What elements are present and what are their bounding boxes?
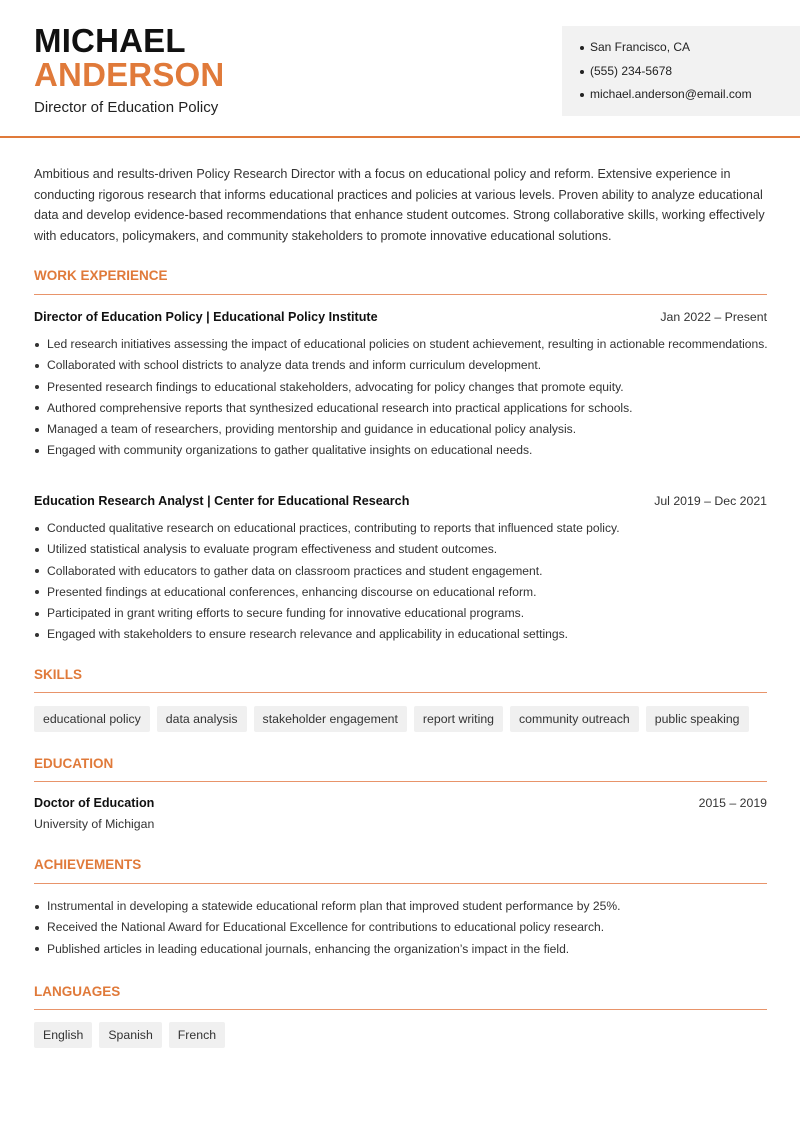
contact-location: San Francisco, CA (580, 40, 800, 64)
achievement-bullets (34, 898, 774, 962)
skill-tag: community outreach (510, 706, 639, 732)
list-item: Conducted qualitative research on educational practices, contributing to reports that influenced state policy. (34, 520, 774, 536)
list-item: Instrumental in developing a statewide educational reform plan that improved student performance by 25%. (34, 898, 774, 914)
section-title-skills: SKILLS (34, 667, 83, 682)
contact-box (562, 26, 800, 116)
section-divider (34, 781, 767, 782)
section-title-languages: LANGUAGES (34, 984, 121, 999)
list-item: Managed a team of researchers, providing mentorship and guidance in educational policy analysis. (34, 421, 774, 437)
job-bullets (34, 336, 774, 464)
list-item: Received the National Award for Educational Excellence for contributions to educational policy research. (34, 919, 774, 935)
skill-tag: report writing (414, 706, 503, 732)
first-name: MICHAEL (34, 22, 186, 59)
section-divider (34, 294, 767, 295)
language-tag: English (34, 1022, 92, 1048)
contact-email[interactable]: michael.anderson@email.com (580, 87, 800, 111)
list-item: Presented findings at educational conferences, enhancing discourse on educational reform. (34, 584, 774, 600)
job-heading: Director of Education Policy | Educational Policy Institute (34, 310, 378, 324)
language-tags (34, 1022, 225, 1048)
skill-tag: public speaking (646, 706, 749, 732)
section-divider (34, 1009, 767, 1010)
education-degree: Doctor of Education (34, 796, 155, 810)
job-dates: Jan 2022 – Present (660, 310, 767, 324)
list-item: Participated in grant writing efforts to secure funding for innovative educational programs. (34, 605, 774, 621)
list-item: Engaged with community organizations to gather qualitative insights on educational needs. (34, 442, 774, 458)
education-dates: 2015 – 2019 (698, 796, 767, 810)
contact-phone: (555) 234-5678 (580, 64, 800, 88)
skills-tags (34, 706, 749, 732)
list-item: Published articles in leading educational journals, enhancing the organization’s impact in the field. (34, 941, 774, 957)
list-item: Led research initiatives assessing the impact of educational policies on student achievement, resulting in actionable recommendations. (34, 336, 774, 352)
section-title-work: WORK EXPERIENCE (34, 268, 168, 283)
resume-header (0, 0, 800, 138)
job-heading: Education Research Analyst | Center for Educational Research (34, 494, 410, 508)
education-school: University of Michigan (34, 817, 155, 831)
section-divider (34, 883, 767, 884)
job-role: Director of Education Policy (34, 99, 219, 116)
list-item: Presented research findings to educational stakeholders, advocating for policy changes that promote equity. (34, 379, 774, 395)
job-dates: Jul 2019 – Dec 2021 (654, 494, 767, 508)
list-item: Utilized statistical analysis to evaluate program effectiveness and student outcomes. (34, 541, 774, 557)
skill-tag: educational policy (34, 706, 150, 732)
summary-text: Ambitious and results-driven Policy Research Director with a focus on educational policy and reform. Extensive experience in conducting rigorous research that informs educational practices and policies at various levels. Proven ability to analyze educational data and develop evidence-based recommendations that enhance student outcomes. Strong collaborative skills, working effectively with educators, policymakers, and community stakeholders to promote innovative educational solutions. (34, 167, 765, 243)
section-title-education: EDUCATION (34, 756, 114, 771)
job-bullets (34, 520, 774, 648)
list-item: Collaborated with educators to gather data on classroom practices and student engagement. (34, 563, 774, 579)
language-tag: French (169, 1022, 225, 1048)
skill-tag: stakeholder engagement (254, 706, 407, 732)
skill-tag: data analysis (157, 706, 247, 732)
section-title-achievements: ACHIEVEMENTS (34, 857, 142, 872)
list-item: Authored comprehensive reports that synthesized educational research into practical applications for schools. (34, 400, 774, 416)
section-divider (34, 692, 767, 693)
list-item: Engaged with stakeholders to ensure research relevance and applicability in educational settings. (34, 626, 774, 642)
last-name: ANDERSON (34, 56, 225, 93)
language-tag: Spanish (99, 1022, 161, 1048)
list-item: Collaborated with school districts to analyze data trends and inform curriculum development. (34, 357, 774, 373)
